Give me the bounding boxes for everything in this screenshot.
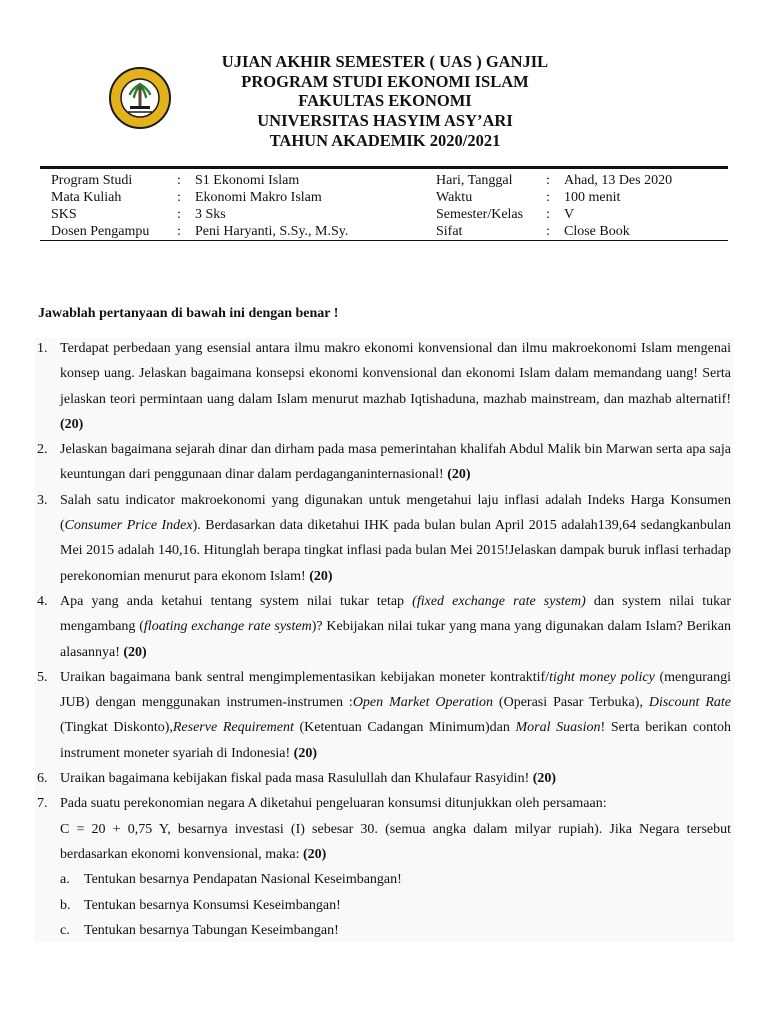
- info-value: V: [564, 207, 575, 222]
- instruction-text: Jawablah pertanyaan di bawah ini dengan benar !: [38, 306, 339, 321]
- question-text: Apa yang anda ketahui tentang system nilai tukar tetap: [60, 593, 413, 609]
- info-separator: :: [546, 173, 550, 188]
- info-separator: :: [177, 190, 181, 205]
- info-value: Close Book: [564, 224, 630, 239]
- info-value: Ahad, 13 Des 2020: [564, 173, 673, 188]
- question-number: 7.: [37, 796, 48, 812]
- sub-question-letter: b.: [60, 897, 71, 913]
- sub-question-letter: a.: [60, 872, 70, 888]
- info-label: Sifat: [436, 224, 463, 239]
- question-item: [0, 766, 768, 791]
- info-separator: :: [546, 224, 550, 239]
- question-term: (fixed exchange rate system): [412, 593, 586, 609]
- question-text: ! Serta berikan contoh instrument moneter syariah di Indonesia!: [60, 720, 731, 761]
- info-top-rule: [40, 166, 728, 169]
- question-points: (20): [302, 846, 327, 862]
- question-term: Reserve Requirement: [172, 720, 294, 736]
- header-academic-year: TAHUN AKADEMIK 2020/2021: [269, 130, 501, 150]
- question-term: floating exchange rate system: [143, 619, 312, 635]
- question-item: [0, 437, 768, 488]
- sub-question-list: [60, 867, 731, 943]
- question-number: 2.: [37, 442, 48, 458]
- question-item: [0, 488, 768, 589]
- question-points: (20): [293, 745, 317, 761]
- question-term: Open Market Operation: [352, 695, 493, 711]
- question-number: 3.: [37, 492, 48, 508]
- question-text: (Ketentuan Cadangan Minimum)dan: [293, 720, 516, 736]
- info-label: Program Studi: [51, 173, 133, 188]
- question-number: 5.: [37, 669, 48, 685]
- info-separator: :: [177, 173, 181, 188]
- question-text: Terdapat perbedaan yang esensial antara ilmu makro ekonomi konvensional dan ilmu makroekonomi Islam mengenai konsep uang. Jelaskan bagaimana konsepsi ekonomi konvensional dan ekonomi Islam dalam memandang uang! Serta jelaskan teori permintaan uang dalam Islam menurut mazhab Iqtishaduna, mazhab mainstream, dan mazhab alternatif!: [60, 341, 731, 407]
- question-text: ). Berdasarkan data diketahui IHK pada bulan bulan April 2015 adalah139,64 sedangkanbulan Mei 2015 adalah 140,16. Hitunglah berapa tingkat inflasi pada bulan Mei 2015!Jelaskan dampak buruk inflasi terhadap perekonomian menurut para ekonom Islam!: [60, 518, 731, 584]
- question-number: 4.: [37, 593, 48, 609]
- sub-question-text: Tentukan besarnya Konsumsi Keseimbangan!: [84, 897, 341, 913]
- question-points: (20): [447, 467, 471, 483]
- question-text: dan system nilai tukar mengambang (: [60, 593, 731, 635]
- info-label: SKS: [51, 207, 77, 222]
- info-label: Mata Kuliah: [51, 190, 122, 205]
- question-item: [0, 665, 768, 766]
- header-program: PROGRAM STUDI EKONOMI ISLAM: [241, 71, 529, 91]
- info-bottom-rule: [40, 240, 728, 241]
- question-points: (20): [60, 416, 84, 432]
- exam-header: [170, 52, 600, 151]
- question-term: Discount Rate: [648, 695, 731, 711]
- sub-question-letter: c.: [60, 922, 70, 938]
- header-faculty: FAKULTAS EKONOMI: [298, 91, 472, 111]
- consumption-equation: [60, 817, 731, 868]
- info-separator: :: [546, 207, 550, 222]
- info-label: Hari, Tanggal: [436, 173, 513, 188]
- info-value: Peni Haryanti, S.Sy., M.Sy.: [195, 224, 349, 239]
- sub-question-text: Tentukan besarnya Tabungan Keseimbangan!: [84, 922, 339, 938]
- sub-question-item: [60, 918, 731, 943]
- header-title: UJIAN AKHIR SEMESTER ( UAS ) GANJIL: [221, 52, 549, 71]
- sub-question-item: [60, 867, 731, 892]
- university-logo: [108, 56, 172, 140]
- question-text: )? Kebijakan nilai tukar yang mana yang digunakan dalam Islam? Berikan alasannya!: [60, 619, 731, 660]
- question-text: (mengurangi JUB) dengan menggunakan instrumen-instrumen :: [60, 669, 732, 711]
- question-text: Pada suatu perekonomian negara A diketahui pengeluaran konsumsi ditunjukkan oleh persamaan:: [60, 796, 607, 812]
- question-list: [0, 336, 768, 943]
- sub-question-text: Tentukan besarnya Pendapatan Nasional Keseimbangan!: [84, 872, 402, 888]
- info-label: Semester/Kelas: [436, 207, 524, 222]
- question-number: 6.: [37, 771, 48, 787]
- question-points: (20): [309, 568, 333, 584]
- question-item: [0, 336, 768, 437]
- question-text: Uraikan bagaimana bank sentral mengimplementasikan kebijakan moneter kontraktif/: [60, 669, 550, 685]
- question-text: (Tingkat Diskonto),: [60, 720, 173, 736]
- question-term: tight money policy: [549, 669, 655, 685]
- info-label: Dosen Pengampu: [51, 224, 150, 239]
- info-separator: :: [546, 190, 550, 205]
- question-number: 1.: [37, 341, 48, 356]
- equation-text: C = 20 + 0,75 Y, besarnya investasi (I) sebesar 30. (semua angka dalam milyar rupiah). Jika Negara tersebut berdasarkan ekonomi konvensional, maka:: [60, 821, 731, 862]
- question-item: [0, 791, 768, 943]
- question-points: (20): [123, 644, 147, 660]
- info-label: Waktu: [436, 190, 473, 205]
- info-separator: :: [177, 207, 181, 222]
- sub-question-item: [60, 893, 731, 918]
- info-value: 3 Sks: [195, 207, 226, 222]
- question-text: Salah satu indicator makroekonomi yang digunakan untuk mengetahui laju inflasi adalah Indeks Harga Konsumen (: [60, 492, 731, 534]
- question-term: Moral Suasion: [515, 720, 601, 736]
- question-term: Consumer Price Index: [64, 518, 193, 534]
- question-item: [0, 589, 768, 665]
- question-points: (20): [532, 771, 557, 787]
- info-value: 100 menit: [564, 190, 621, 205]
- question-text: Uraikan bagaimana kebijakan fiskal pada masa Rasulullah dan Khulafaur Rasyidin!: [60, 771, 530, 787]
- question-text: (Operasi Pasar Terbuka),: [493, 695, 649, 711]
- question-text: Jelaskan bagaimana sejarah dinar dan dirham pada masa pemerintahan khalifah Abdul Malik bin Marwan serta apa saja keuntungan dari penggunaan dinar dalam perdaganganinternasional!: [60, 442, 731, 483]
- info-value: S1 Ekonomi Islam: [195, 173, 300, 188]
- header-university: UNIVERSITAS HASYIM ASY’ARI: [257, 111, 513, 131]
- info-value: Ekonomi Makro Islam: [195, 190, 322, 205]
- info-separator: :: [177, 224, 181, 239]
